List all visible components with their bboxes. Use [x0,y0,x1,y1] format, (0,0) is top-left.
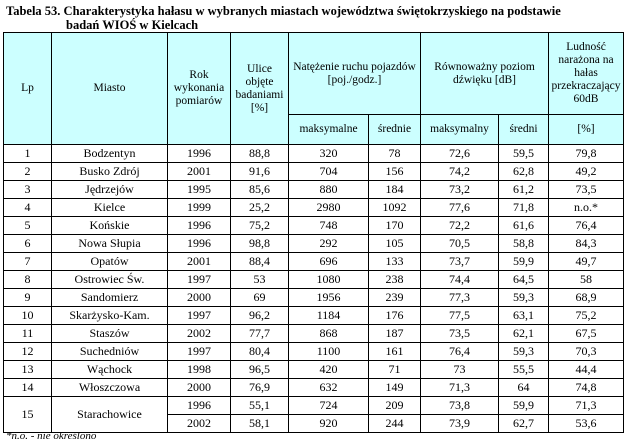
table-row [4,289,624,307]
cell-lud: 68,9 [549,289,624,307]
cell-nmax: 748 [289,217,369,235]
cell-lud: 73,5 [549,181,624,199]
cell-ulice: 88,4 [231,253,289,271]
cell-nmax: 1184 [289,307,369,325]
table-row [4,199,624,217]
cell-ulice: 98,8 [231,235,289,253]
cell-nsr: 170 [369,217,421,235]
cell-psr: 64 [499,379,549,397]
header-natezenie-sr: średnie [369,115,421,145]
cell-ulice: 75,2 [231,217,289,235]
cell-rok: 1997 [168,343,231,361]
cell-psr: 64,5 [499,271,549,289]
cell-lud: 53,6 [549,415,624,433]
cell-psr: 59,5 [499,145,549,163]
cell-psr: 59,9 [499,253,549,271]
cell-miasto: Busko Zdrój [52,163,168,181]
caption-line-1: Tabela 53. Charakterystyka hałasu w wybranych miastach województwa świętokrzyskiego na podstawie [6,4,561,18]
cell-nmax: 2980 [289,199,369,217]
cell-lp: 2 [4,163,52,181]
header-miasto: Miasto [52,33,168,145]
table-caption [6,4,606,32]
table-row [4,253,624,271]
cell-pmax: 73,8 [421,397,499,415]
cell-ulice: 80,4 [231,343,289,361]
cell-nmax: 1080 [289,271,369,289]
table-row [4,379,624,397]
cell-psr: 59,3 [499,289,549,307]
cell-lud: 76,4 [549,217,624,235]
cell-psr: 71,8 [499,199,549,217]
cell-lud: n.o.* [549,199,624,217]
cell-nmax: 704 [289,163,369,181]
cell-rok: 2001 [168,253,231,271]
cell-lp: 12 [4,343,52,361]
cell-nsr: 133 [369,253,421,271]
cell-miasto: Staszów [52,325,168,343]
cell-lp: 15 [4,397,52,433]
cell-lp: 6 [4,235,52,253]
cell-lp: 4 [4,199,52,217]
cell-lp: 9 [4,289,52,307]
table-row [4,163,624,181]
cell-rok: 2002 [168,325,231,343]
cell-ulice: 96,5 [231,361,289,379]
cell-nsr: 1092 [369,199,421,217]
cell-rok: 2000 [168,289,231,307]
cell-lp: 13 [4,361,52,379]
cell-miasto: Opatów [52,253,168,271]
cell-ulice: 25,2 [231,199,289,217]
cell-rok: 1996 [168,145,231,163]
cell-nmax: 420 [289,361,369,379]
cell-pmax: 73,2 [421,181,499,199]
cell-psr: 59,9 [499,397,549,415]
cell-pmax: 77,6 [421,199,499,217]
cell-miasto: Włoszczowa [52,379,168,397]
cell-psr: 55,5 [499,361,549,379]
cell-rok: 1998 [168,361,231,379]
header-poziom-sr: średni [499,115,549,145]
cell-lp: 14 [4,379,52,397]
cell-lud: 49,7 [549,253,624,271]
cell-rok: 1999 [168,199,231,217]
cell-nsr: 184 [369,181,421,199]
cell-miasto: Wąchock [52,361,168,379]
cell-pmax: 72,2 [421,217,499,235]
cell-ulice: 76,9 [231,379,289,397]
cell-miasto: Ostrowiec Św. [52,271,168,289]
cell-pmax: 73,5 [421,325,499,343]
cell-pmax: 73,7 [421,253,499,271]
cell-lp: 5 [4,217,52,235]
cell-ulice: 55,1 [231,397,289,415]
cell-lud: 71,3 [549,397,624,415]
cell-nsr: 239 [369,289,421,307]
cell-miasto: Starachowice [52,397,168,433]
header-lp: Lp [4,33,52,145]
caption-line-2: badań WIOŚ w Kielcach [66,18,199,32]
header-natezenie-max: maksymalne [289,115,369,145]
cell-rok: 1997 [168,271,231,289]
cell-ulice: 96,2 [231,307,289,325]
cell-nsr: 71 [369,361,421,379]
cell-psr: 62,7 [499,415,549,433]
cell-pmax: 76,4 [421,343,499,361]
cell-psr: 61,2 [499,181,549,199]
cell-ulice: 85,6 [231,181,289,199]
header-ulice: Ulice objęte badaniami [%] [231,33,289,145]
cell-rok: 1996 [168,397,231,415]
cell-pmax: 72,6 [421,145,499,163]
cell-psr: 62,1 [499,325,549,343]
table-row [4,307,624,325]
table-body [4,145,624,433]
cell-pmax: 70,5 [421,235,499,253]
cell-nsr: 105 [369,235,421,253]
cell-lud: 58 [549,271,624,289]
cell-lp: 11 [4,325,52,343]
cell-nsr: 149 [369,379,421,397]
cell-miasto: Końskie [52,217,168,235]
cell-rok: 2001 [168,163,231,181]
cell-lp: 3 [4,181,52,199]
cell-rok: 1996 [168,235,231,253]
cell-nmax: 724 [289,397,369,415]
cell-nsr: 78 [369,145,421,163]
cell-miasto: Suchedniów [52,343,168,361]
cell-lud: 84,3 [549,235,624,253]
cell-nmax: 632 [289,379,369,397]
table-row [4,325,624,343]
cell-nmax: 292 [289,235,369,253]
cell-lp: 1 [4,145,52,163]
cell-nmax: 320 [289,145,369,163]
cell-nmax: 880 [289,181,369,199]
table-header [4,33,624,145]
header-ludnosc: Ludność narażona na hałas przekraczający 60dB [549,33,624,115]
cell-lud: 79,8 [549,145,624,163]
cell-pmax: 77,5 [421,307,499,325]
header-poziom: Równoważny poziom dźwięku [dB] [421,33,549,115]
cell-ulice: 77,7 [231,325,289,343]
cell-lud: 49,2 [549,163,624,181]
cell-lud: 75,2 [549,307,624,325]
cell-ulice: 53 [231,271,289,289]
table-row [4,217,624,235]
cell-lud: 70,3 [549,343,624,361]
cell-rok: 1995 [168,181,231,199]
table-row [4,343,624,361]
cell-ulice: 88,8 [231,145,289,163]
cell-lp: 8 [4,271,52,289]
table-row [4,361,624,379]
cell-rok: 1997 [168,307,231,325]
cell-ulice: 91,6 [231,163,289,181]
cell-nsr: 238 [369,271,421,289]
header-poziom-max: maksymalny [421,115,499,145]
cell-miasto: Jędrzejów [52,181,168,199]
cell-psr: 59,3 [499,343,549,361]
cell-rok: 1996 [168,217,231,235]
cell-ulice: 58,1 [231,415,289,433]
cell-nsr: 161 [369,343,421,361]
cell-psr: 58,8 [499,235,549,253]
cell-nmax: 920 [289,415,369,433]
table-row [4,271,624,289]
header-natezenie: Natężenie ruchu pojazdów [poj./godz.] [289,33,421,115]
cell-rok: 2000 [168,379,231,397]
cell-pmax: 74,2 [421,163,499,181]
cell-lud: 44,4 [549,361,624,379]
cell-psr: 63,1 [499,307,549,325]
cell-lp: 10 [4,307,52,325]
cell-lp: 7 [4,253,52,271]
table-row [4,181,624,199]
cell-miasto: Nowa Słupia [52,235,168,253]
cell-miasto: Skarżysko-Kam. [52,307,168,325]
cell-psr: 62,8 [499,163,549,181]
noise-table [3,32,624,433]
cell-lud: 74,8 [549,379,624,397]
cell-ulice: 69 [231,289,289,307]
cell-nsr: 244 [369,415,421,433]
cell-nsr: 209 [369,397,421,415]
footnote: *n.o. - nie określono [6,430,97,442]
cell-nsr: 176 [369,307,421,325]
cell-nmax: 1956 [289,289,369,307]
table-row [4,397,624,415]
cell-psr: 61,6 [499,217,549,235]
cell-lud: 67,5 [549,325,624,343]
cell-nmax: 868 [289,325,369,343]
table-row [4,235,624,253]
cell-miasto: Sandomierz [52,289,168,307]
cell-pmax: 73,9 [421,415,499,433]
header-ludnosc-unit: [%] [549,115,624,145]
cell-nmax: 1100 [289,343,369,361]
cell-pmax: 71,3 [421,379,499,397]
cell-nsr: 156 [369,163,421,181]
cell-miasto: Bodzentyn [52,145,168,163]
header-rok: Rok wykonania pomiarów [168,33,231,145]
table-row [4,145,624,163]
cell-pmax: 74,4 [421,271,499,289]
cell-nmax: 696 [289,253,369,271]
cell-pmax: 77,3 [421,289,499,307]
cell-pmax: 73 [421,361,499,379]
cell-miasto: Kielce [52,199,168,217]
cell-rok: 2002 [168,415,231,433]
cell-nsr: 187 [369,325,421,343]
